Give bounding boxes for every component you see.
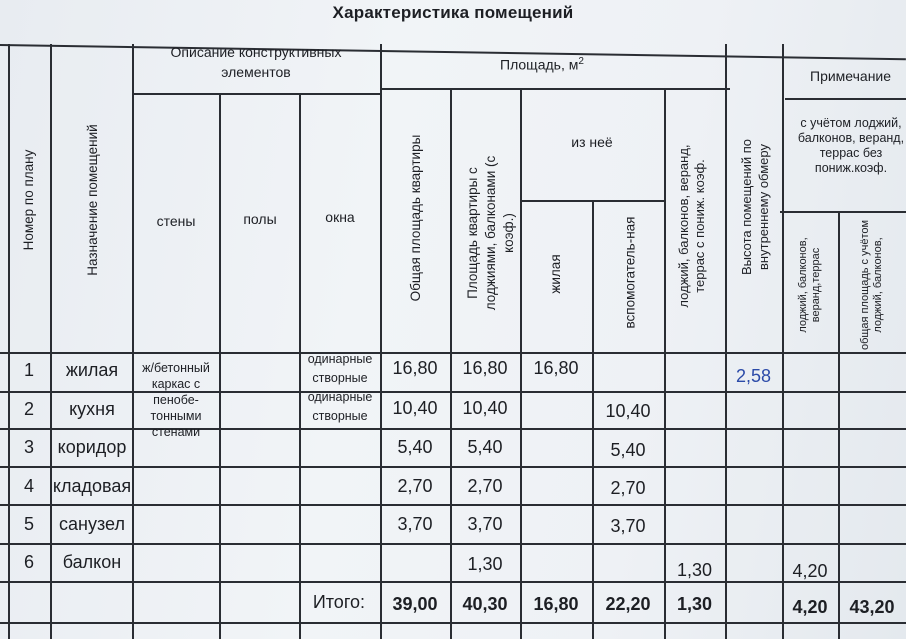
- table-row-3-no: 3: [23, 437, 34, 457]
- table-row-1-with-loggias: 16,80: [462, 358, 508, 378]
- header-area-with-loggias: [464, 145, 518, 321]
- table-row-2-total: 10,40: [392, 398, 438, 418]
- table-row-4-aux: 2,70: [610, 478, 646, 498]
- header-construction-text: Описание конструктивных элементов: [170, 44, 342, 80]
- rule-v-loggia: [725, 44, 727, 639]
- construction-walls: [134, 360, 218, 440]
- table-row-3-aux: 5,40: [610, 440, 646, 460]
- header-height: [738, 102, 772, 312]
- header-area: [500, 54, 630, 73]
- table-row-6-loggia: 1,30: [676, 560, 713, 580]
- rule-v-aux: [664, 88, 666, 639]
- table-row-6-no: 6: [23, 552, 34, 572]
- rule-row7: [0, 622, 906, 624]
- table-row-3-name: коридор: [57, 437, 127, 457]
- table-row-3-with-loggias: 5,40: [467, 437, 503, 457]
- rule-v-windows: [380, 44, 382, 639]
- rule-construction-sub: [132, 93, 382, 95]
- table-row-4-with-loggias: 2,70: [467, 476, 503, 496]
- rule-row5: [0, 543, 906, 545]
- table-row-4-no: 4: [23, 476, 34, 496]
- table-row-2-name: кухня: [69, 399, 115, 419]
- rule-row4: [0, 504, 906, 506]
- table-row-5-with-loggias: 3,70: [467, 514, 503, 534]
- table-row-3-total: 5,40: [397, 437, 433, 457]
- rule-v-no: [50, 44, 52, 639]
- header-walls: стены: [156, 213, 196, 229]
- rule-row3: [0, 466, 906, 468]
- rule-v-left: [8, 44, 10, 639]
- header-total-area: Общая площадь квартиры: [408, 134, 423, 302]
- table-row-6-note1: 4,20: [792, 561, 828, 581]
- table-row-5-aux: 3,70: [610, 516, 646, 536]
- table-row-1-height: 2,58: [735, 366, 772, 386]
- header-of-which: из неё: [571, 134, 613, 150]
- header-plan-no: Номер по плану: [21, 149, 36, 251]
- table-row-1-name: жилая: [65, 360, 119, 380]
- totals-label: Итого:: [312, 592, 365, 612]
- header-note-col2: [859, 215, 885, 355]
- table-row-4-total: 2,70: [397, 476, 433, 496]
- header-auxiliary: [622, 213, 639, 333]
- header-area-with-loggias-text: Площадь квартиры с лоджиями, балконами (с коэф.): [465, 155, 516, 311]
- table-row-1-no: 1: [23, 360, 34, 380]
- table-row-6-name: балкон: [62, 552, 122, 572]
- rule-v-height: [782, 44, 784, 639]
- header-auxiliary-text: вспомогатель-ная: [622, 216, 638, 329]
- header-note-col2-text: общая площадь с учётом лоджий, балконов,: [859, 219, 884, 351]
- rule-note-sub2: [780, 211, 906, 213]
- header-note-sub-text: с учётом лоджий, балконов, веранд, террас без пониж.коэф.: [797, 116, 905, 175]
- page-title: Характеристика помещений: [332, 3, 574, 22]
- construction-windows-2: [300, 388, 380, 426]
- table-row-2-with-loggias: 10,40: [462, 398, 508, 418]
- totals-total: 39,00: [392, 594, 438, 614]
- header-note-sub: [786, 116, 906, 176]
- table-row-5-name: санузел: [59, 514, 125, 534]
- rule-v-name: [132, 44, 134, 639]
- rule-row6: [0, 581, 906, 583]
- rule-v-note1: [838, 211, 840, 639]
- table-row-6-with-loggias: 1,30: [467, 554, 503, 574]
- table-row-2-no: 2: [23, 399, 34, 419]
- construction-windows-2-text: одинарные створные: [307, 390, 373, 423]
- construction-windows-1-text: одинарные створные: [307, 352, 373, 385]
- header-construction: [136, 42, 376, 82]
- totals-living: 16,80: [533, 594, 579, 614]
- header-windows: окна: [325, 209, 355, 225]
- totals-loggia: 1,30: [676, 594, 713, 614]
- header-loggias: [676, 126, 708, 326]
- header-area-sup: 2: [578, 56, 584, 67]
- header-note-col1-text: лоджий, балконов, веранд,террас: [797, 237, 822, 333]
- header-purpose: Назначение помещений: [85, 124, 100, 276]
- header-living: жилая: [548, 254, 563, 294]
- totals-note2: 43,20: [849, 597, 895, 617]
- rule-note-sub: [785, 98, 906, 100]
- header-loggias-text: лоджий, балконов, веранд, террас с пониж. коэф.: [676, 144, 707, 308]
- construction-walls-text: ж/бетонный каркас с пенобе-тонными стенами: [142, 361, 210, 439]
- totals-with-loggias: 40,30: [462, 594, 508, 614]
- header-note-col1: [797, 215, 823, 355]
- table-row-4-name: кладовая: [52, 476, 132, 496]
- table-row-5-no: 5: [23, 514, 34, 534]
- table-row-2-aux: 10,40: [605, 401, 651, 421]
- header-height-text: Высота помещений по внутреннему обмеру: [739, 138, 771, 276]
- totals-note1: 4,20: [792, 597, 828, 617]
- totals-aux: 22,20: [605, 594, 651, 614]
- header-area-text: Площадь, м: [500, 56, 579, 73]
- rule-area-sub: [380, 88, 730, 90]
- header-note: Примечание: [810, 68, 892, 84]
- table-row-1-living: 16,80: [533, 358, 579, 378]
- table-row-5-total: 3,70: [397, 514, 433, 534]
- table-row-1-total: 16,80: [392, 358, 438, 378]
- header-floors: полы: [243, 211, 277, 227]
- rule-header-bottom: [0, 352, 906, 354]
- rule-v-walls: [219, 93, 221, 639]
- construction-windows-1: [300, 350, 380, 388]
